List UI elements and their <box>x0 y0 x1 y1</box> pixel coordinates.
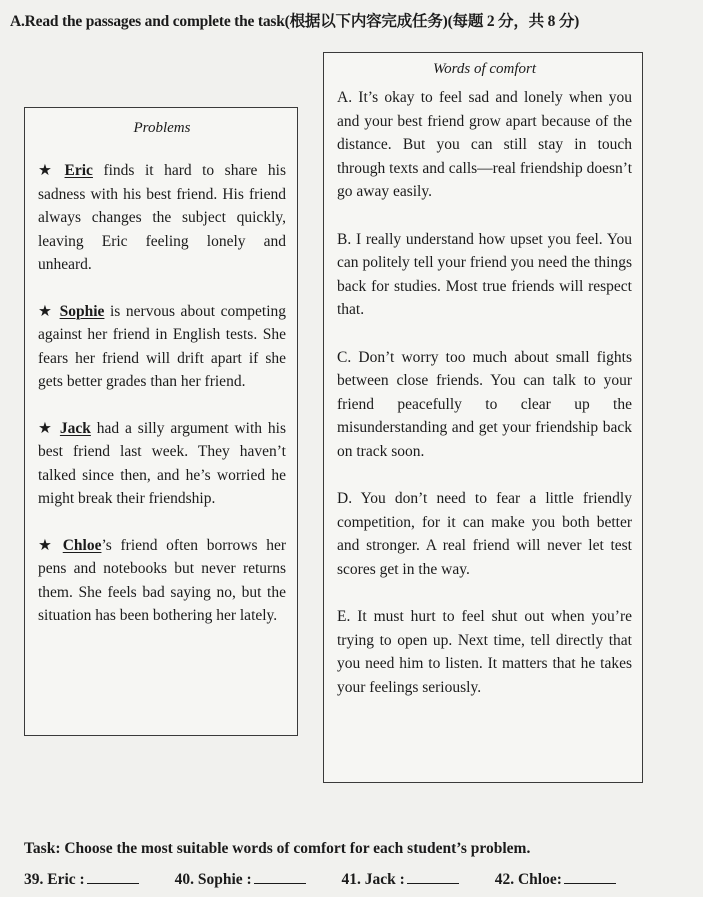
star-icon: ★ <box>38 302 54 320</box>
answer-blank[interactable] <box>564 869 616 884</box>
comfort-box <box>323 52 643 783</box>
student-name: Jack <box>59 419 91 437</box>
answer-42 <box>495 869 616 889</box>
problem-text: finds it hard to share his sadness with his best friend. His friend always changes the subject quickly, leaving Eric feeling lonely and unheard. <box>38 162 286 273</box>
section-heading: A.Read the passages and complete the task(根据以下内容完成任务)(每题 2 分，共 8 分) <box>10 13 580 30</box>
task-instruction: Task: Choose the most suitable words of comfort for each student’s problem. <box>24 840 531 857</box>
answer-blank[interactable] <box>87 869 139 884</box>
answer-41 <box>342 869 459 889</box>
problem-text: had a silly argument with his best friend last week. They haven’t talked since then, and he’s worried he might break their friendship. <box>38 419 287 507</box>
student-name: Chloe <box>62 536 102 554</box>
problem-sophie <box>38 300 286 394</box>
answer-label: 39. Eric : <box>24 871 85 888</box>
comfort-option-b: B. I really understand how upset you feel. You can politely tell your friend you need the things back for studies. Most true friends will respect that. <box>337 230 632 318</box>
problem-text: ’s friend often borrows her pens and notebooks but never returns them. She feels bad saying no, but the situation has been bothering her lately. <box>38 536 286 624</box>
answer-row <box>24 869 684 889</box>
student-name: Eric <box>64 162 93 179</box>
answer-blank[interactable] <box>254 869 306 884</box>
problems-title: Problems <box>133 120 191 136</box>
problem-jack <box>38 417 286 511</box>
comfort-option-d: D. You don’t need to fear a little friendly competition, for it can make you both better and stronger. A real friend will never let test scores get in the way. <box>337 490 632 578</box>
star-icon: ★ <box>38 536 57 554</box>
answer-label: 42. Chloe: <box>494 871 562 888</box>
problem-chloe <box>38 534 286 628</box>
problem-text: is nervous about competing against her friend in English tests. She fears her friend will drift apart if she gets better grades than her friend. <box>38 302 286 390</box>
comfort-title: Words of comfort <box>432 61 537 77</box>
answer-blank[interactable] <box>407 869 459 884</box>
student-name: Sophie <box>59 302 105 320</box>
answer-label: 40. Sophie : <box>174 871 252 888</box>
comfort-option-e: E. It must hurt to feel shut out when you’re trying to open up. Next time, tell directly that you need him to listen. It matters that he takes your feelings seriously. <box>337 608 632 696</box>
answer-39 <box>24 869 139 889</box>
answer-label: 41. Jack : <box>341 871 405 888</box>
star-icon: ★ <box>38 419 54 437</box>
problem-eric <box>38 159 286 277</box>
star-icon: ★ <box>38 162 59 179</box>
comfort-option-c: C. Don’t worry too much about small fights between close friends. You can talk to your friend peacefully to clear up the misunderstanding and get your friendship back on track soon. <box>337 348 632 460</box>
answer-40 <box>175 869 306 889</box>
problems-box <box>24 107 298 736</box>
comfort-option-a: A. It’s okay to feel sad and lonely when you and your best friend grow apart because of the distance. But you can still stay in touch through texts and calls—real friendship doesn’t go away easily. <box>337 89 632 200</box>
